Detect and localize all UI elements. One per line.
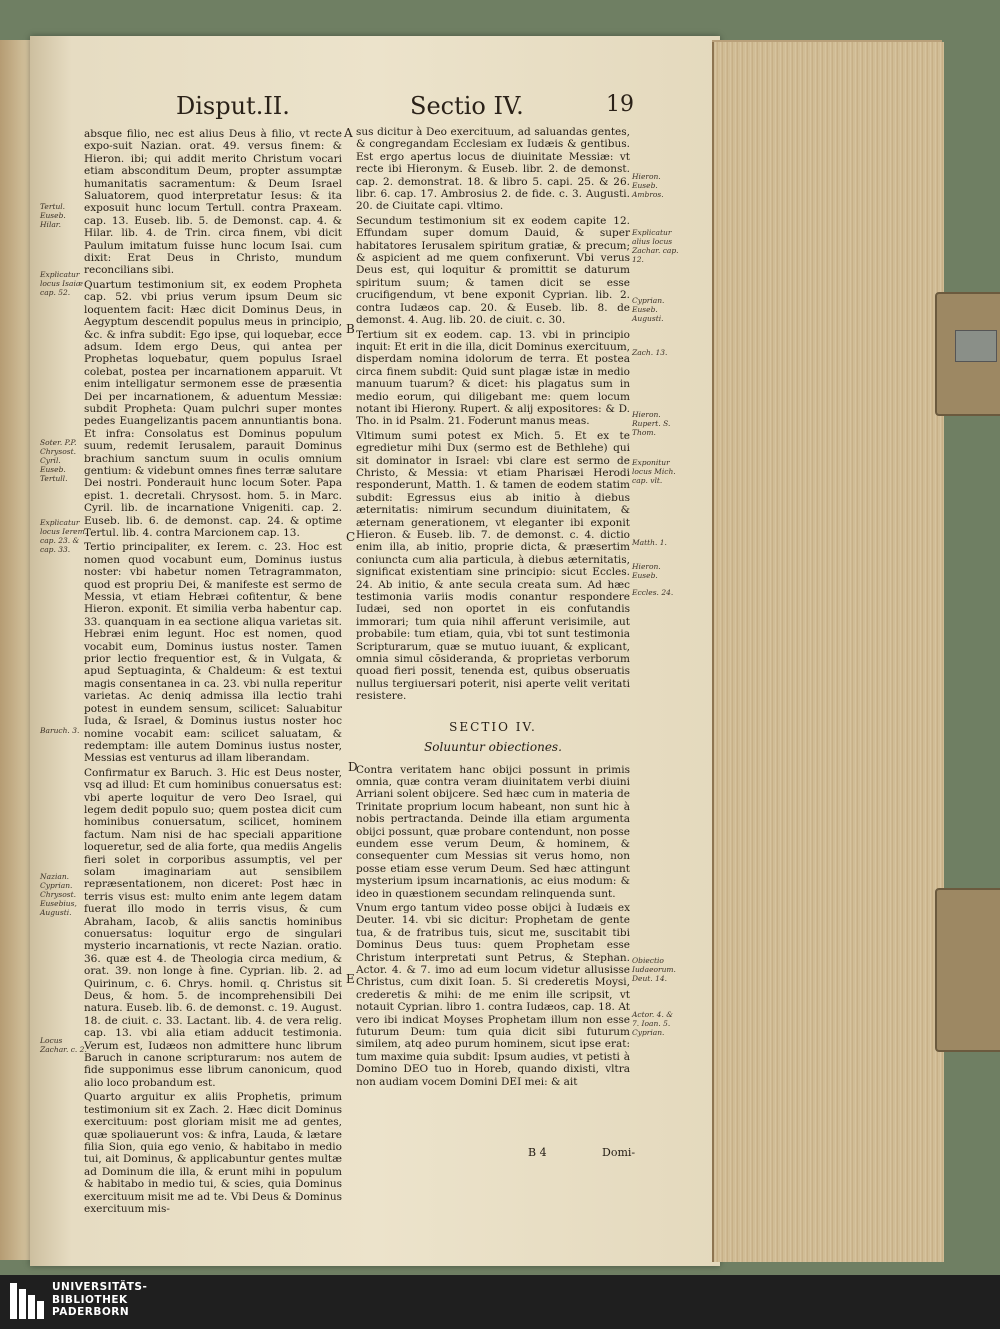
paragraph: Contra veritatem hanc obijci possunt in primis omnia, quæ contra veram diuinitatem verbi diuini Arriani solent obijcere. Sed hæc cum in materia de Trinitate proprium locum habeant, non sunt hic à nobis pertractanda. Deinde illa etiam argumenta obijci possunt, quæ probare contendunt, non posse eundem esse verum Deum, & hominem, & consequenter cum Messias sit verus homo, non posse etiam esse verum Deum. Sed hæc attingunt mysterium ipsum incarnationis, ac eius modum: & ideo in quæstionem secundam relinquenda sunt. (356, 763, 630, 900)
paragraph: sus dicitur à Deo exercituum, ad saluandas gentes, & congregandam Ecclesiam ex Iudæis & gentibus. Est ergo apertus locus de diuinitate Messiæ: vt recte ibi Hieronym. & Euseb. libr. 2. de demonst. cap. 2. demonstrat. 18. & libro 5. capi. 25. & 26. libr. 6. cap. 17. Ambrosius 2. de fide. c. 3. Augusti. 20. de Ciuitate capi. vltimo. (356, 126, 630, 213)
library-name (52, 1281, 147, 1319)
section-letter: B (346, 322, 355, 336)
page-block-edge (712, 42, 944, 1262)
margin-note-right: Zach. 13. (632, 348, 668, 357)
margin-note-right: Hieron. Euseb. Ambros. (632, 172, 664, 199)
paragraph: Confirmatur ex Baruch. 3. Hic est Deus noster, vsq ad illud: Et cum hominibus conuersatus est: vbi aperte loquitur de vero Deo Israel, qui legem dedit populo suo; quem postea dicit cum hominibus conuersatum, scilicet, hominem factum. Nam nisi de hac speciali apparitione loqueretur, sed de alia forte, qua mediis Angelis fieri solet in corporibus assumptis, vel per solam imaginariam aut sensibilem repræsentationem, non diceret: Post hæc in terris visus est: multo enim ante legem datam fuerat illo modo in terris visus, & cum Abraham, Iacob, & aliis sanctis hominibus conuersatus: loquitur ergo de singulari mysterio incarnationis, vt recte Nazian. oratio. 36. quæ est 4. de Theologia circa medium, & orat. 39. non longe à fine. Cyprian. lib. 2. ad Quirinum, c. 6. Chrys. homil. q. Christus sit Deus, & hom. 5. de incomprehensibili Dei natura. Euseb. lib. 6. de demonst. c. 19. August. 18. de ciuit. c. 33. Lactant. lib. 4. de vera relig. cap. 13. vbi alia etiam adducit testimonia. Verum est, Iudæos non admittere hunc librum Baruch in canone scripturarum: nos autem de fide supponimus esse librum canonicum, quod alio loco probandum est. (84, 766, 342, 1089)
margin-note-right: Actor. 4. & 7. Ioan. 5. Cyprian. (632, 1010, 673, 1037)
paragraph: Secundum testimonium sit ex eodem capite 12. Effundam super domum Dauid, & super habitatores Ierusalem spiritum gratiæ, & precum; & aspicient ad me quem confixerunt. Vbi verus Deus est, qui loquitur & promittit se daturum spiritum suum; & tamen dicit se esse crucifigendum, vt bene exponit Cyprian. lib. 2. contra Iudæos cap. 20. & Euseb. lib. 8. de demonst. 4. Aug. lib. 20. de ciuit. c. 30. (356, 214, 630, 327)
margin-note-left: Baruch. 3. (40, 726, 80, 735)
margin-note-right: Exponitur locus Mich. cap. vlt. (632, 458, 676, 485)
margin-note-left: Explicatur locus Ierem. cap. 23. & cap. 33. (40, 518, 88, 554)
section-letter: D (348, 760, 358, 774)
section-subtitle: Soluuntur obiectiones. (424, 740, 562, 755)
margin-note-left: Tertul. Euseb. Hilar. (40, 202, 66, 229)
library-name-line: BIBLIOTHEK (52, 1293, 128, 1306)
left-page-edge (0, 40, 32, 1260)
margin-note-right: Explicatur alius locus Zachar. cap. 12. (632, 228, 679, 264)
catchword: Domi- (602, 1146, 636, 1159)
margin-note-left: Explicatur locus Isaiæ cap. 52. (40, 270, 83, 297)
library-footer (0, 1275, 1000, 1329)
margin-note-right: Cyprian. Euseb. Augusti. (632, 296, 665, 323)
running-head-section: Sectio IV. (410, 92, 524, 120)
page-number: 19 (606, 92, 634, 117)
left-text-column (84, 128, 342, 1217)
section-title: SECTIO IV. (449, 719, 537, 734)
clasp-bottom (935, 888, 1000, 1052)
clasp-pin (955, 330, 997, 362)
library-name-line: UNIVERSITÄTS- (52, 1281, 148, 1293)
section-letter: C (346, 530, 356, 544)
margin-note-right: Eccles. 24. (632, 588, 674, 597)
paragraph: Quarto arguitur ex aliis Prophetis, primum testimonium sit ex Zach. 2. Hæc dicit Dominus exercituum: post gloriam misit me ad gentes, quæ spoliauerunt vos: & infra, Lauda, & lætare filia Sion, quia ego venio, & habitabo in medio tui, ait Dominus, & applicabuntur gentes multæ ad Dominum die illa, & erunt mihi in populum & habitabo in medio tui, & scies, quia Dominus exercituum misit me ad te. Vbi Deus & Dominus exercituum mis- (84, 1091, 342, 1215)
margin-note-left: Soter. P.P. Chrysost. Cyril. Euseb. Tertull. (40, 438, 77, 483)
margin-note-right: Hieron. Euseb. (632, 562, 661, 580)
margin-note-right: Matth. 1. (632, 538, 667, 547)
running-head-left: Disput.II. (176, 92, 290, 120)
paragraph: Tertium sit ex eodem. cap. 13. vbi in principio inquit: Et erit in die illa, dicit Dominus exercituum, disperdam nomina idolorum de terra. Et postea circa finem subdit: Quid sunt plagæ istæ in medio manuum tuarum? & dicet: his plagatus sum in medio eorum, qui diligebant me: quem locum notant ibi Hierony. Rupert. & alij expositores: & D. Tho. in id Psalm. 21. Foderunt manus meas. (356, 328, 630, 428)
paragraph: Vltimum sumi potest ex Mich. 5. Et ex te egredietur mihi Dux (sermo est de Bethlehe) qui sit dominator in Israel: vbi clare est sermo de Christo, & Messia: vt etiam Pharisæi Herodi responderunt, Matth. 1. & tamen de eodem statim subdit: Egressus eius ab initio à diebus æternitatis: nimirum secundum diuinitatem, & æternam generationem, vt eleganter ibi exponit Hieron. & Euseb. lib. 7. de demonst. c. 4. dictio enim illa, ab initio, proprie dicta, & præsertim coniuncta cum alia particula, à diebus æternitatis, significat existentiam sine principio: sicut Eccles. 24. Ab initio, & ante secula creata sum. Ad hæc testimonia variis modis conantur respondere Iudæi, sed non oportet in eis confutandis immorari; tum quia nihil afferunt verisimile, aut probabile: tum etiam, quia, vbi tot sunt testimonia Scripturarum, quæ se mutuo iuuant, & explicant, omnia simul cõsideranda, & proprietas verborum quoad fieri possit, tenenda est, quibus obseruatis nullus tergiuersari poterit, nisi aperte velit veritati resistere. (356, 429, 630, 703)
margin-note-left: Nazian. Cyprian. Chrysost. Eusebius, Augusti. (40, 872, 77, 917)
paragraph: Quartum testimonium sit, ex eodem Propheta cap. 52. vbi prius verum ipsum Deum sic loquentem facit: Hæc dicit Dominus Deus, in Aegyptum descendit populus meus in principio, &c. & infra subdit: Ego ipse, qui loquebar, ecce adsum. Idem ergo Deus, qui antea per Prophetas loquebatur, quem populus Israel colebat, postea per incarnationem apparuit. Vt enim intelligatur sermonem esse de præsentia Dei per incarnationem, & aduentum Messiæ: subdit Propheta: Quam pulchri super montes pedes Euangelizantis pacem annuntiantis bona. Et infra: Consolatus est Dominus populum suum, redemit Ierusalem, parauit Dominus brachium sanctum suum in oculis omnium gentium: & videbunt omnes fines terræ salutare Dei nostri. Ponderauit hunc locum Soter. Papa epist. 1. decretali. Chrysost. hom. 5. in Marc. Cyril. lib. de incarnatione Vnigeniti. cap. 2. Euseb. lib. 6. de demonst. cap. 24. & optime Tertul. lib. 4. contra Marcionem cap. 13. (84, 278, 342, 539)
margin-note-right: Hieron. Rupert. S. Thom. (632, 410, 671, 437)
right-text-column (356, 126, 630, 1090)
signature-mark: B 4 (528, 1146, 547, 1159)
section-letter: E (346, 972, 355, 986)
paragraph: Vnum ergo tantum video posse obijci à Iudæis ex Deuter. 14. vbi sic dicitur: Prophetam de gente tua, & de fratribus tuis, sicut me, suscitabit tibi Dominus Deus tuus: quem Prophetam esse Christum interpretati sunt Petrus, & Stephan. Actor. 4. & 7. imo ad eum locum videtur allusisse Christus, cum dixit Ioan. 5. Si crederetis Moysi, crederetis & mihi: de me enim ille scripsit, vt notauit Cyprian. libro 1. contra Iudæos, cap. 18. At vero ibi indicat Moyses Prophetam illum non esse futurum Deum: tum quia dicit sibi futurum similem, atq adeo purum hominem, sicut ipse erat: tum maxime quia subdit: Ipsum audies, vt petisti à Domino DEO tuo in Horeb, quando dixisti, vltra non audiam vocem Domini DEI mei: & ait (356, 901, 630, 1088)
margin-note-right: Obiectio Iudaeorum. Deut. 14. (632, 956, 676, 983)
library-logo-icon (10, 1283, 44, 1319)
library-name-line: PADERBORN (52, 1306, 130, 1318)
paragraph: absque filio, nec est alius Deus à filio, vt recte expo-suit Nazian. orat. 49. versus finem: & Hieron. ibi; qui addit merito Christum vocari etiam absconditum Deum, propter assumptæ humanitatis sacramentum: & Deum Israel Saluatorem, quod interpretatur Iesus: & ita exposuit hunc locum Tertull. contra Praxeam. cap. 13. Euseb. lib. 5. de Demonst. cap. 4. & Hilar. lib. 4. de Trin. circa finem, vbi dicit Paulum imitatum fuisse hunc locum Isai. cum dixit: Erat Deus in Christo, mundum reconcilians sibi. (84, 128, 342, 277)
section-letter: A (344, 126, 353, 140)
margin-note-left: Locus Zachar. c. 2. (40, 1036, 87, 1054)
paragraph: Tertio principaliter, ex Ierem. c. 23. Hoc est nomen quod vocabunt eum, Dominus iustus noster: vbi habetur nomen Tetragrammaton, quod est propriu Dei, & manifeste est sermo de Messia, vt etiam Hebræi cofitentur, & bene Hieron. exponit. Et similia verba habentur cap. 33. quanquam in ea sectione aliqua varietas sit. Hebræi enim legunt. Hoc est nomen, quod vocabit eum, Dominus iustus noster. Tamen prior lectio frequentior est, & in Vulgata, & apud Septuaginta, & Chaldeum: & est textui magis consentanea in ca. 23. vbi nulla reperitur varietas. Ac deniq admissa illa lectio trahi potest in eundem sensum, scilicet: Saluabitur Iuda, & Israel, & Dominus iustus noster hoc nomine vocabit eam: scilicet saluatam, & redemptam: ille autem Dominus iustus noster, Messias est venturus ad illam liberandam. (84, 541, 342, 765)
